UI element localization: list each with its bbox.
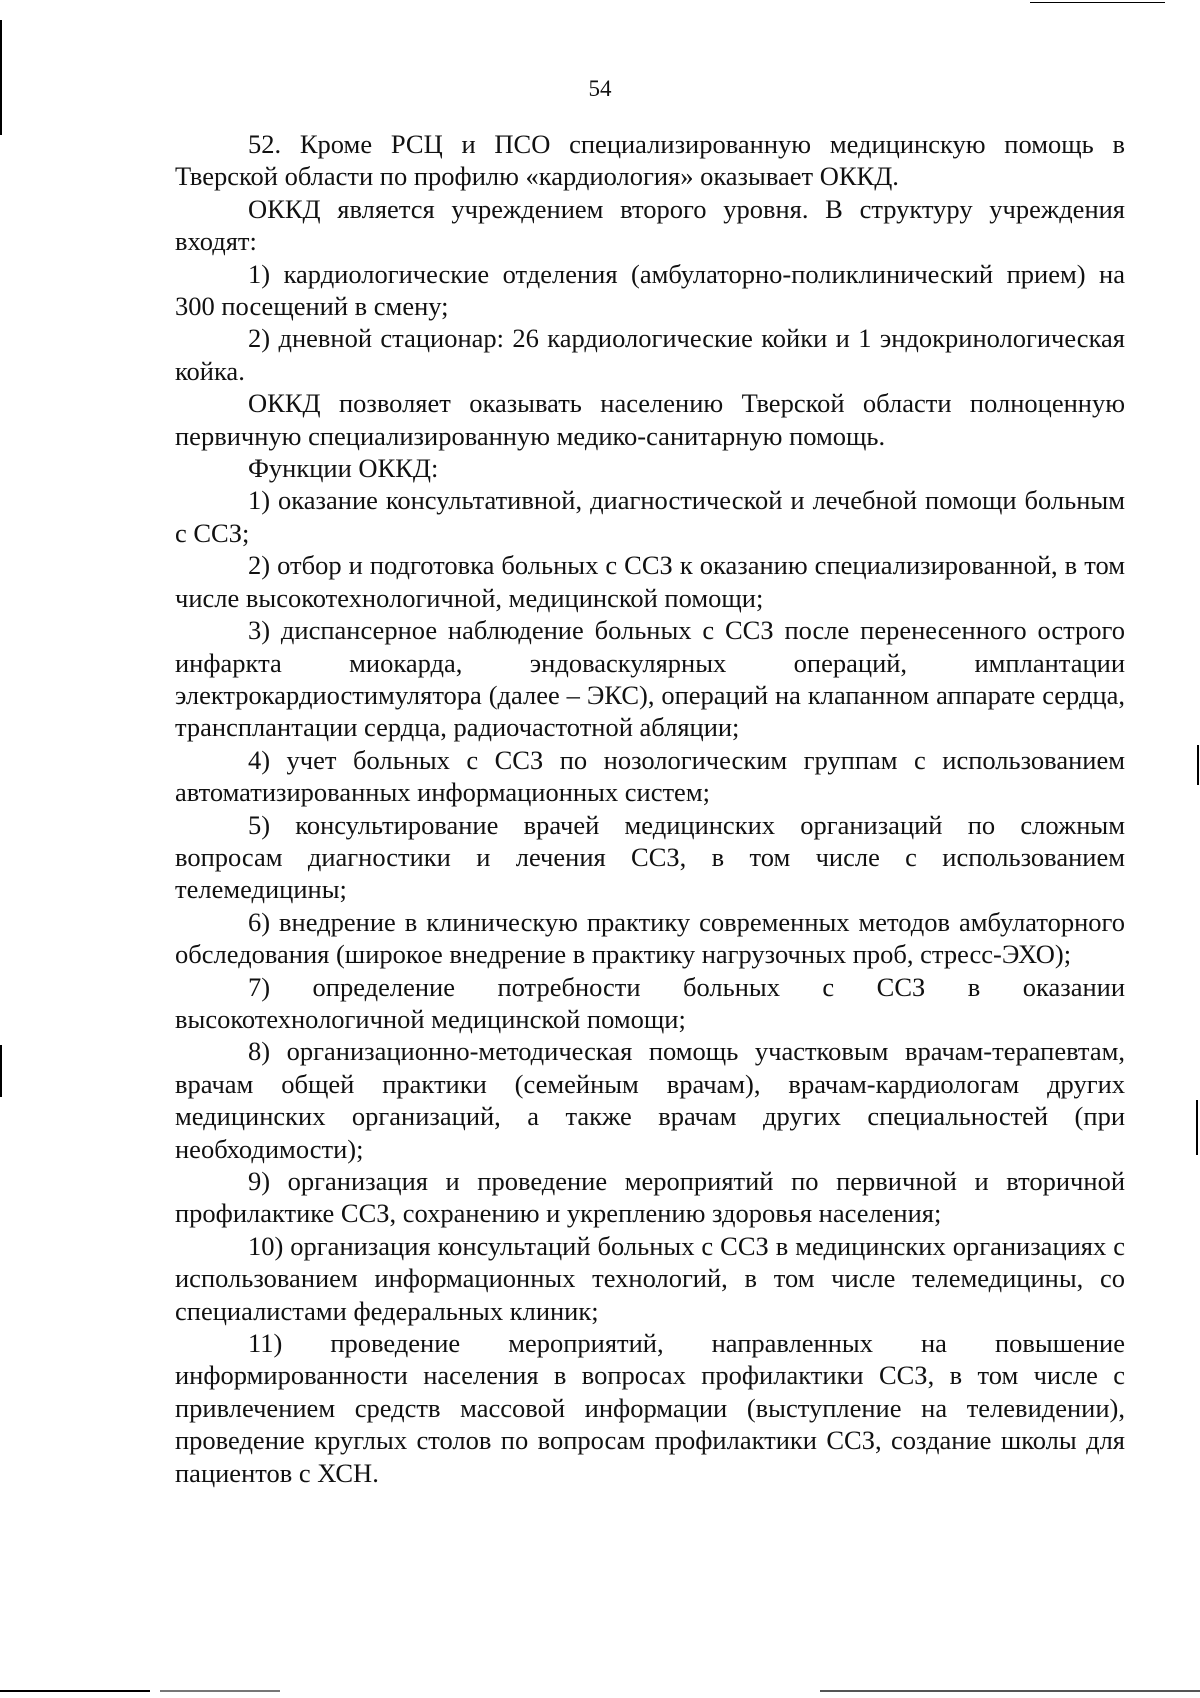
paragraph: 52. Кроме РСЦ и ПСО специализированную медицинскую помощь в Тверской области по профилю «кардиология» оказывает ОККД.	[175, 129, 1125, 192]
paragraph: ОККД является учреждением второго уровня. В структуру учреждения входят:	[175, 193, 1125, 257]
list-item: 3) диспансерное наблюдение больных с ССЗ после перенесенного острого инфаркта миокарда, эндоваскулярных операций, имплантации электрокардиостимулятора (далее – ЭКС), операций на клапанном аппарате сердца, трансплантации сердца, радиочастотной абляции;	[175, 615, 1125, 743]
page-number: 54	[588, 76, 612, 101]
scan-edge-bottom	[0, 1690, 1200, 1692]
list-item: 9) организация и проведение мероприятий по первичной и вторичной профилактике ССЗ, сохранению и укреплению здоровья населения;	[175, 1166, 1125, 1229]
document-body	[175, 128, 1125, 1489]
list-item: 6) внедрение в клиническую практику современных методов амбулаторного обследования (широкое внедрение в практику нагрузочных проб, стресс-ЭХО);	[175, 906, 1125, 970]
scan-edge-right	[1197, 745, 1199, 785]
list-item: 10) организация консультаций больных с ССЗ в медицинских организациях с использованием информационных технологий, в том числе телемедицины, со специалистами федеральных клиник;	[175, 1230, 1125, 1326]
list-item: 7) определение потребности больных с ССЗ в оказании высокотехнологичной медицинской помощи;	[175, 971, 1125, 1034]
list-item: 8) организационно-методическая помощь участковым врачам-терапевтам, врачам общей практики (семейным врачам), врачам-кардиологам других медицинских организаций, а также врачам других специальностей (при необходимости);	[175, 1036, 1125, 1164]
list-item: 4) учет больных с ССЗ по нозологическим группам с использованием автоматизированных информационных систем;	[175, 744, 1125, 808]
list-item: 1) оказание консультативной, диагностической и лечебной помощи больным с ССЗ;	[175, 485, 1125, 548]
section-heading: Функции ОККД:	[248, 453, 439, 484]
list-item: 5) консультирование врачей медицинских организаций по сложным вопросам диагностики и лечения ССЗ, в том числе с использованием телемедицины;	[175, 809, 1125, 905]
list-item: 11) проведение мероприятий, направленных на повышение информированности населения в вопросах профилактики ССЗ, в том числе с привлечением средств массовой информации (выступление на телевидении), проведение круглых столов по вопросам профилактики ССЗ, создание школы для пациентов с ХСН.	[175, 1328, 1125, 1488]
scan-edge-right	[1196, 1100, 1198, 1155]
paragraph: ОККД позволяет оказывать населению Тверской области полноценную первичную специализированную медико-санитарную помощь.	[175, 388, 1125, 451]
list-item: 1) кардиологические отделения (амбулаторно-поликлинический прием) на 300 посещений в смену;	[175, 258, 1125, 322]
list-item: 2) дневной стационар: 26 кардиологические койки и 1 эндокринологическая койка.	[175, 323, 1125, 386]
list-item: 2) отбор и подготовка больных с ССЗ к оказанию специализированной, в том числе высокотехнологичной, медицинской помощи;	[175, 550, 1125, 613]
scan-edge-left	[0, 1045, 2, 1097]
scan-edge-top	[1030, 2, 1165, 3]
